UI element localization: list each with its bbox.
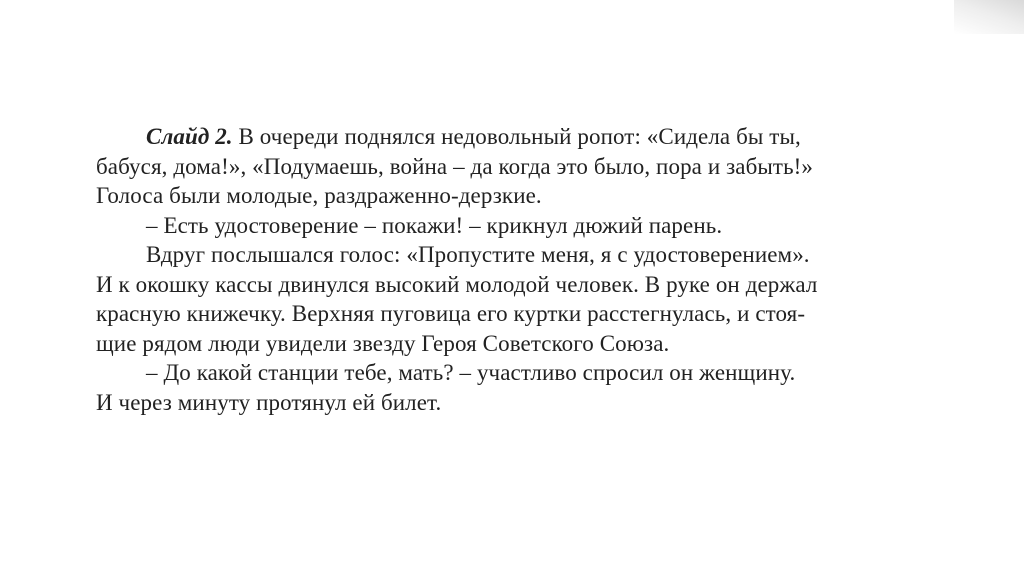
slide-corner-shadow bbox=[954, 0, 1024, 34]
text-line-10: И через минуту протянул ей билет. bbox=[96, 389, 442, 415]
text-line-1 bbox=[96, 122, 936, 152]
text-line-3: Голоса были молодые, раздраженно-дерзкие. bbox=[96, 183, 542, 208]
text-line-5: Вдруг послышался голос: «Пропустите меня, я с удостоверением». bbox=[146, 242, 810, 267]
slide-label: Слайд 2. bbox=[146, 124, 233, 149]
slide-text bbox=[96, 122, 936, 417]
text-line-1-body: В очереди поднялся недовольный ропот: «Сидела бы ты, bbox=[232, 124, 801, 149]
text-line-4: – Есть удостоверение – покажи! – крикнул дюжий парень. bbox=[146, 212, 723, 238]
text-line-9: – До какой станции тебе, мать? – участливо спросил он женщину. bbox=[146, 360, 796, 385]
text-line-2: бабуся, дома!», «Подумаешь, война – да когда это было, пора и забыть!» bbox=[96, 153, 814, 179]
text-line-6: И к окошку кассы двинулся высокий молодой человек. В руке он держал bbox=[96, 271, 818, 297]
text-line-8: щие рядом люди увидели звезду Героя Советского Союза. bbox=[96, 330, 670, 356]
text-line-7: красную книжечку. Верхняя пуговица его куртки расстегнулась, и стоя- bbox=[96, 301, 806, 326]
